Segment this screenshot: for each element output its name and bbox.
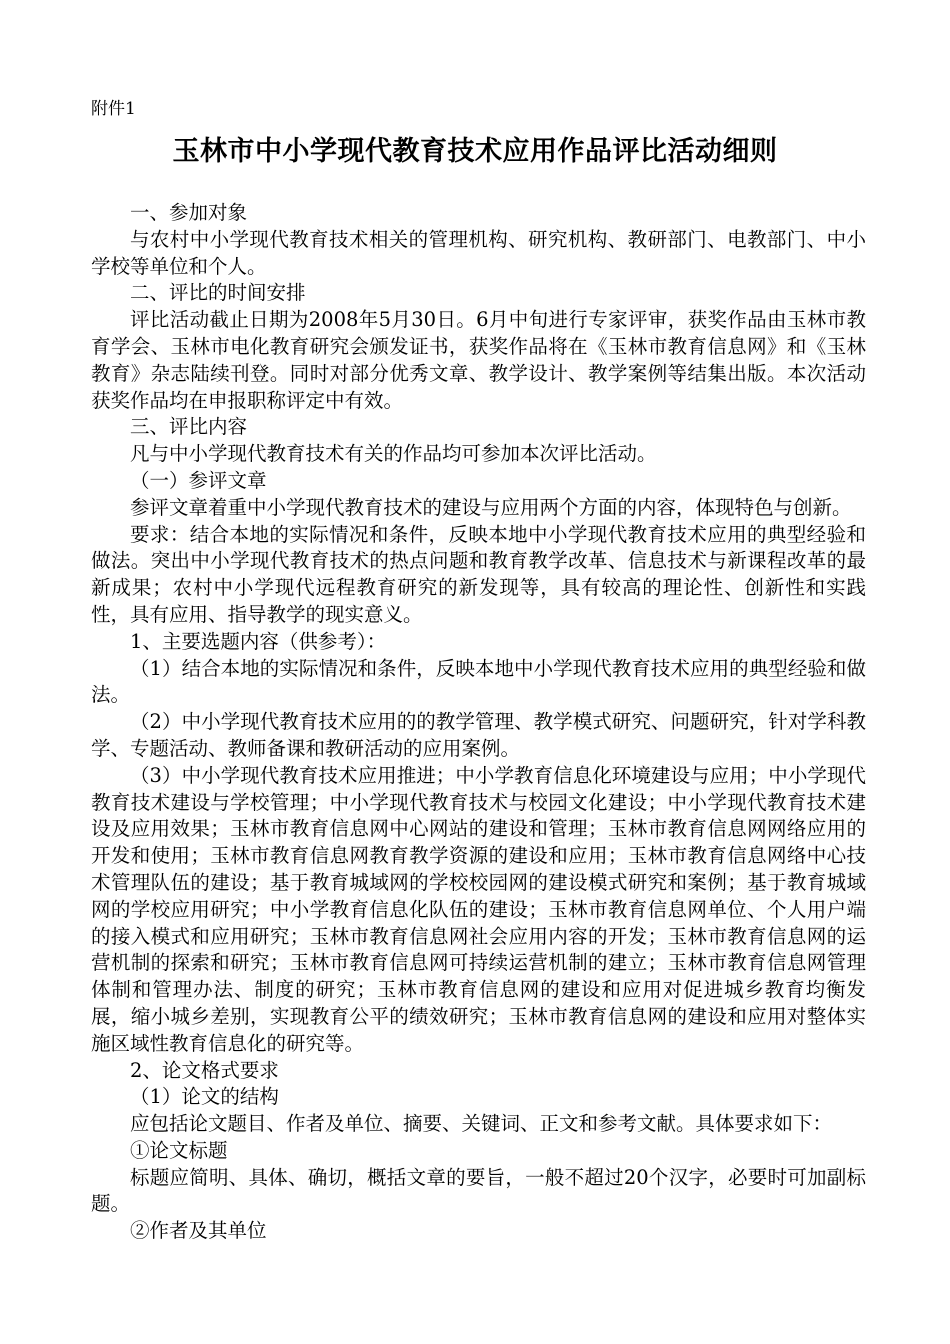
section-heading-content: 三、评比内容: [130, 415, 248, 439]
paragraph-requirements: 要求：结合本地的实际情况和条件，反映本地中小学现代教育技术应用的典型经验和做法。突出中小学现代教育技术的热点问题和教育教学改革、信息技术与新课程改革的最新成果；农村中小学现代远程教育研究的新发现等，具有较高的理论性、创新性和实践性，具有应用、指导教学的现实意义。: [91, 522, 866, 626]
paragraph-structure: 应包括论文题目、作者及单位、摘要、关键词、正文和参考文献。具体要求如下：: [130, 1112, 833, 1136]
list-item-topic-1: （1）结合本地的实际情况和条件，反映本地中小学现代教育技术应用的典型经验和做法。: [91, 656, 866, 707]
document-title: 玉林市中小学现代教育技术应用作品评比活动细则: [172, 136, 778, 167]
paragraph-content: 凡与中小学现代教育技术有关的作品均可参加本次评比活动。: [130, 442, 657, 466]
list-heading-format: 2、论文格式要求: [130, 1058, 279, 1082]
subheading-structure: （1）论文的结构: [130, 1085, 279, 1109]
list-item-topic-3: （3）中小学现代教育技术应用推进；中小学教育信息化环境建设与应用；中小学现代教育技术建设与学校管理；中小学现代教育技术与校园文化建设；中小学现代教育技术建设及应用效果；玉林市教育信息网中心网站的建设和管理；玉林市教育信息网网络应用的开发和使用；玉林市教育信息网教育教学资源的建设和应用；玉林市教育信息网络中心技术管理队伍的建设；基于教育城域网的学校校园网的建设模式研究和案例；基于教育城域网的学校应用研究；中小学教育信息化队伍的建设；玉林市教育信息网单位、个人用户端的接入模式和应用研究；玉林市教育信息网社会应用内容的开发；玉林市教育信息网的运营机制的探索和研究；玉林市教育信息网可持续运营机制的建立；玉林市教育信息网管理体制和管理办法、制度的研究；玉林市教育信息网的建设和应用对促进城乡教育均衡发展，缩小城乡差别，实现教育公平的绩效研究；玉林市教育信息网的建设和应用对整体实施区域性教育信息化的研究等。: [91, 763, 866, 1055]
list-heading-topics: 1、主要选题内容（供参考）：: [130, 629, 387, 653]
paragraph-participants: 与农村中小学现代教育技术相关的管理机构、研究机构、教研部门、电教部门、中小学校等单位和个人。: [91, 227, 866, 278]
attachment-label: 附件1: [91, 99, 136, 119]
subsection-heading-articles: （一）参评文章: [130, 468, 267, 492]
list-item-topic-2: （2）中小学现代教育技术应用的的教学管理、教学模式研究、问题研究，针对学科教学、专题活动、教师备课和教研活动的应用案例。: [91, 710, 866, 760]
paragraph-articles: 参评文章着重中小学现代教育技术的建设与应用两个方面的内容，体现特色与创新。: [130, 495, 852, 519]
section-heading-schedule: 二、评比的时间安排: [130, 281, 306, 305]
subheading-author: ②作者及其单位: [130, 1219, 267, 1243]
subheading-paper-title: ①论文标题: [130, 1138, 228, 1162]
section-heading-participants: 一、参加对象: [130, 201, 248, 224]
document-body: [91, 200, 866, 1245]
paragraph-schedule: 评比活动截止日期为2008年5月30日。6月中旬进行专家评审，获奖作品由玉林市教育学会、玉林市电化教育研究会颁发证书，获奖作品将在《玉林市教育信息网》和《玉林教育》杂志陆续刊登。同时对部分优秀文章、教学设计、教学案例等结集出版。本次活动获奖作品均在申报职称评定中有效。: [91, 308, 866, 412]
paragraph-paper-title: 标题应简明、具体、确切，概括文章的要旨，一般不超过20个汉字，必要时可加副标题。: [91, 1165, 866, 1216]
